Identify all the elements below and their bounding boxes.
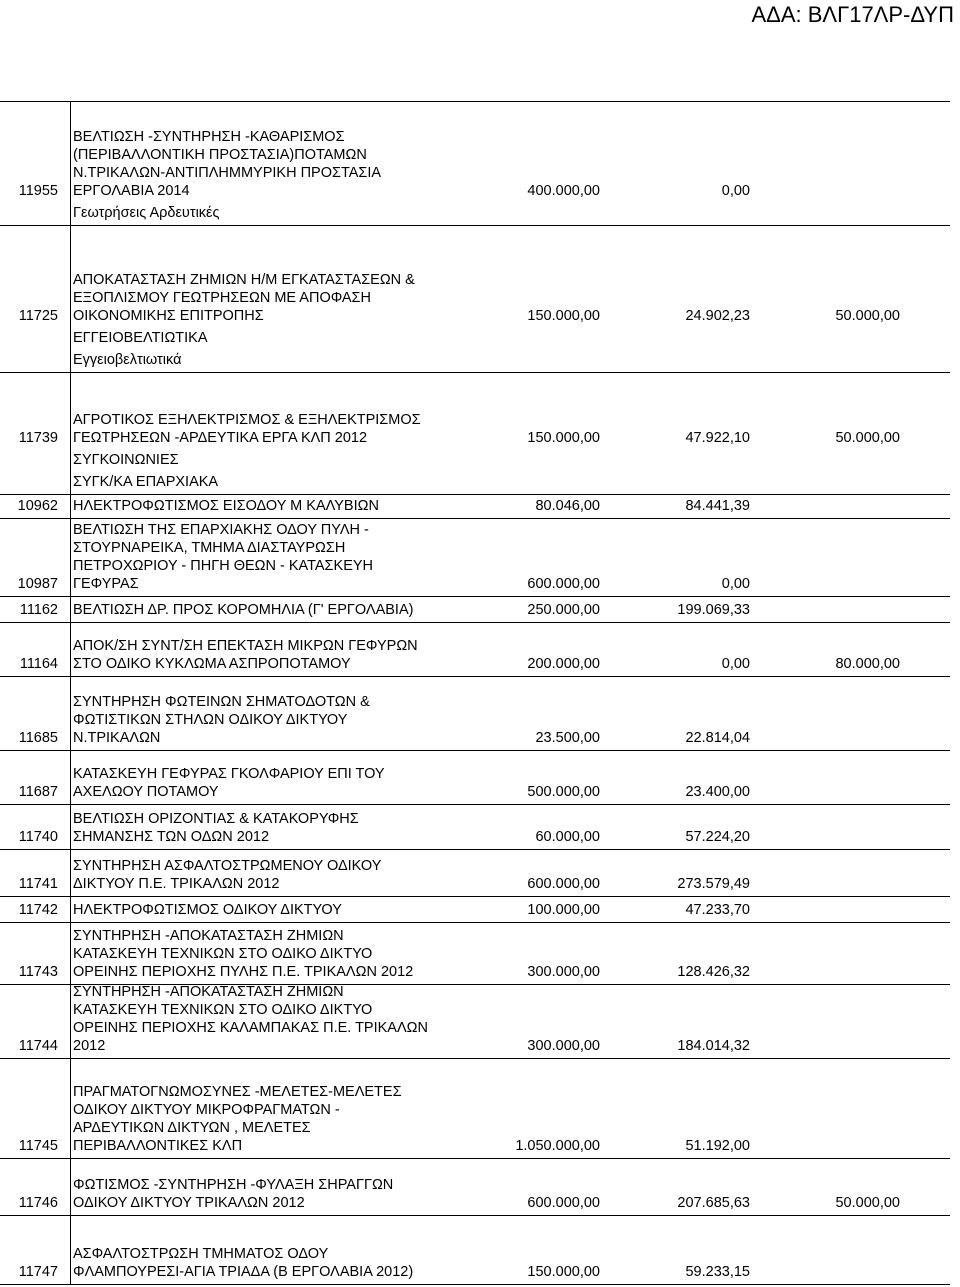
amount-budget: 600.000,00 — [527, 876, 600, 892]
row-code: 11725 — [18, 308, 58, 324]
amount-new: 50.000,00 — [835, 308, 900, 324]
row-code: 11744 — [18, 1038, 58, 1054]
ada-header: ΑΔΑ: ΒΛΓ17ΛΡ-ΔΥΠ — [751, 2, 954, 27]
row-description: ΣΥΝΤΗΡΗΣΗ ΑΣΦΑΛΤΟΣΤΡΩΜΕΝΟΥ ΟΔΙΚΟΥ ΔΙΚΤΥΟΥ Π.Ε. ΤΡΙΚΑΛΩΝ 2012 — [73, 858, 382, 892]
column-divider — [70, 101, 71, 1285]
amount-budget: 250.000,00 — [527, 602, 600, 618]
amount-budget: 600.000,00 — [527, 1195, 600, 1211]
amount-paid: 57.224,20 — [685, 829, 750, 845]
amount-budget: 100.000,00 — [527, 902, 600, 918]
amount-paid: 0,00 — [721, 576, 750, 592]
amount-paid: 51.192,00 — [685, 1138, 750, 1154]
amount-paid: 273.579,49 — [677, 876, 750, 892]
category-caption: ΣΥΓΚ/ΚΑ ΕΠΑΡΧΙΑΚΑ — [73, 474, 219, 490]
table-row — [0, 1159, 950, 1216]
row-description: ΗΛΕΚΤΡΟΦΩΤΙΣΜΟΣ ΟΔΙΚΟΥ ΔΙΚΤΥΟΥ — [73, 902, 342, 918]
row-code: 11741 — [18, 876, 58, 892]
row-description: ΣΥΝΤΗΡΗΣΗ ΦΩΤΕΙΝΩΝ ΣΗΜΑΤΟΔΟΤΩΝ & ΦΩΤΙΣΤΙΚΩΝ ΣΤΗΛΩΝ ΟΔΙΚΟΥ ΔΙΚΤΥΟΥ Ν.ΤΡΙΚΑΛΩΝ — [73, 694, 370, 746]
row-description: ΦΩΤΙΣΜΟΣ -ΣΥΝΤΗΡΗΣΗ -ΦΥΛΑΞΗ ΣΗΡΑΓΓΩΝ ΟΔΙΚΟΥ ΔΙΚΤΥΟΥ ΤΡΙΚΑΛΩΝ 2012 — [73, 1177, 394, 1211]
amount-new: 50.000,00 — [835, 1195, 900, 1211]
row-code: 11162 — [19, 602, 58, 618]
amount-paid: 47.922,10 — [685, 430, 750, 446]
row-description: ΑΠΟΚΑΤΑΣΤΑΣΗ ΖΗΜΙΩΝ Η/Μ ΕΓΚΑΤΑΣΤΑΣΕΩΝ & ΕΞΟΠΛΙΣΜΟΥ ΓΕΩΤΡΗΣΕΩΝ ΜΕ ΑΠΟΦΑΣΗ ΟΙΚΟΝΟΜΙΚΗΣ ΕΠΙΤΡΟΠΗΣ — [73, 272, 415, 324]
row-code: 11740 — [18, 829, 58, 845]
table-row — [0, 677, 950, 751]
row-code: 11739 — [18, 430, 58, 446]
amount-paid: 22.814,04 — [685, 730, 750, 746]
row-code: 11747 — [18, 1264, 58, 1280]
category-caption: ΕΓΓΕΙΟΒΕΛΤΙΩΤΙΚΑ — [73, 330, 208, 346]
row-code: 10987 — [17, 576, 58, 592]
table-row — [0, 495, 950, 519]
amount-paid: 24.902,23 — [685, 308, 750, 324]
amount-paid: 59.233,15 — [685, 1264, 750, 1280]
row-description: ΠΡΑΓΜΑΤΟΓΝΩΜΟΣΥΝΕΣ -ΜΕΛΕΤΕΣ-ΜΕΛΕΤΕΣ ΟΔΙΚΟΥ ΔΙΚΤΥΟΥ ΜΙΚΡΟΦΡΑΓΜΑΤΩΝ - ΑΡΔΕΥΤΙΚΩΝ ΔΙΚΤΥΩΝ , ΜΕΛΕΤΕΣ ΠΕΡΙΒΑΛΛΟΝΤΙΚΕΣ ΚΛΠ — [73, 1084, 402, 1154]
amount-paid: 84.441,39 — [685, 498, 750, 514]
amount-budget: 1.050.000,00 — [515, 1138, 600, 1154]
category-caption: Εγγειοβελτιωτικά — [73, 352, 182, 368]
table-row — [0, 101, 950, 226]
amount-paid: 128.426,32 — [677, 964, 750, 980]
table-row — [0, 751, 950, 805]
row-description: ΒΕΛΤΙΩΣΗ ΤΗΣ ΕΠΑΡΧΙΑΚΗΣ ΟΔΟΥ ΠΥΛΗ - ΣΤΟΥΡΝΑΡΕΙΚΑ, ΤΜΗΜΑ ΔΙΑΣΤΑΥΡΩΣΗ ΠΕΤΡΟΧΩΡΙΟΥ - ΠΗΓΗ ΘΕΩΝ - ΚΑΤΑΣΚΕΥΗ ΓΕΦΥΡΑΣ — [73, 522, 374, 592]
table-row — [0, 805, 950, 850]
amount-new: 50.000,00 — [835, 430, 900, 446]
table-row — [0, 897, 950, 923]
category-caption: Γεωτρήσεις Αρδευτικές — [73, 205, 220, 221]
row-description: ΑΠΟΚ/ΣΗ ΣΥΝΤ/ΣΗ ΕΠΕΚΤΑΣΗ ΜΙΚΡΩΝ ΓΕΦΥΡΩΝ ΣΤΟ ΟΔΙΚΟ ΚΥΚΛΩΜΑ ΑΣΠΡΟΠΟΤΑΜΟΥ — [73, 638, 418, 672]
row-description: ΒΕΛΤΙΩΣΗ -ΣΥΝΤΗΡΗΣΗ -ΚΑΘΑΡΙΣΜΟΣ (ΠΕΡΙΒΑΛΛΟΝΤΙΚΗ ΠΡΟΣΤΑΣΙΑ)ΠΟΤΑΜΩΝ Ν.ΤΡΙΚΑΛΩΝ-ΑΝΤΙΠΛΗΜΜΥΡΙΚΗ ΠΡΟΣΤΑΣΙΑ ΕΡΓΟΛΑΒΙΑ 2014 — [73, 129, 382, 199]
row-code: 11745 — [18, 1138, 58, 1154]
table-row — [0, 1216, 950, 1285]
category-caption: ΣΥΓΚΟΙΝΩΝΙΕΣ — [73, 452, 179, 468]
row-description: ΣΥΝΤΗΡΗΣΗ -ΑΠΟΚΑΤΑΣΤΑΣΗ ΖΗΜΙΩΝ ΚΑΤΑΣΚΕΥΗ ΤΕΧΝΙΚΩΝ ΣΤΟ ΟΔΙΚΟ ΔΙΚΤΥΟ ΟΡΕΙΝΗΣ ΠΕΡΙΟΧΗΣ ΚΑΛΑΜΠΑΚΑΣ Π.Ε. ΤΡΙΚΑΛΩΝ 2012 — [73, 984, 428, 1054]
amount-budget: 300.000,00 — [527, 964, 600, 980]
row-code: 11955 — [18, 183, 58, 199]
amount-budget: 23.500,00 — [535, 730, 600, 746]
amount-budget: 60.000,00 — [535, 829, 600, 845]
amount-budget: 200.000,00 — [527, 656, 600, 672]
amount-budget: 150.000,00 — [527, 308, 600, 324]
row-code: 11743 — [18, 964, 58, 980]
amount-paid: 184.014,32 — [677, 1038, 750, 1054]
amount-paid: 0,00 — [721, 183, 750, 199]
amount-paid: 0,00 — [721, 656, 750, 672]
row-description: ΒΕΛΤΙΩΣΗ ΔΡ. ΠΡΟΣ ΚΟΡΟΜΗΛΙΑ (Γ' ΕΡΓΟΛΑΒΙΑ) — [73, 602, 414, 618]
amount-budget: 80.046,00 — [535, 498, 600, 514]
row-description: ΣΥΝΤΗΡΗΣΗ -ΑΠΟΚΑΤΑΣΤΑΣΗ ΖΗΜΙΩΝ ΚΑΤΑΣΚΕΥΗ ΤΕΧΝΙΚΩΝ ΣΤΟ ΟΔΙΚΟ ΔΙΚΤΥΟ ΟΡΕΙΝΗΣ ΠΕΡΙΟΧΗΣ ΠΥΛΗΣ Π.Ε. ΤΡΙΚΑΛΩΝ 2012 — [73, 928, 414, 980]
table-row — [0, 623, 950, 677]
row-description: ΒΕΛΤΙΩΣΗ ΟΡΙΖΟΝΤΙΑΣ & ΚΑΤΑΚΟΡΥΦΗΣ ΣΗΜΑΝΣΗΣ ΤΩΝ ΟΔΩΝ 2012 — [73, 811, 359, 845]
table-row — [0, 597, 950, 623]
row-code: 11164 — [19, 656, 58, 672]
row-code: 11746 — [18, 1195, 58, 1211]
row-code: 10962 — [17, 498, 58, 514]
row-description: ΚΑΤΑΣΚΕΥΗ ΓΕΦΥΡΑΣ ΓΚΟΛΦΑΡΙΟΥ ΕΠΙ ΤΟΥ ΑΧΕΛΩΟΥ ΠΟΤΑΜΟΥ — [73, 766, 385, 800]
amount-paid: 23.400,00 — [685, 784, 750, 800]
table-row — [0, 1059, 950, 1159]
row-description: ΗΛΕΚΤΡΟΦΩΤΙΣΜΟΣ ΕΙΣΟΔΟΥ Μ ΚΑΛΥΒΙΩΝ — [73, 498, 379, 514]
amount-budget: 500.000,00 — [527, 784, 600, 800]
amount-budget: 300.000,00 — [527, 1038, 600, 1054]
table-row — [0, 985, 950, 1059]
table-row — [0, 850, 950, 897]
amount-paid: 47.233,70 — [685, 902, 750, 918]
amount-budget: 600.000,00 — [527, 576, 600, 592]
amount-new: 80.000,00 — [835, 656, 900, 672]
table-row — [0, 923, 950, 985]
row-description: ΑΣΦΑΛΤΟΣΤΡΩΣΗ ΤΜΗΜΑΤΟΣ ΟΔΟΥ ΦΛΑΜΠΟΥΡΕΣΙ-ΑΓΙΑ ΤΡΙΑΔΑ (Β ΕΡΓΟΛΑΒΙΑ 2012) — [73, 1246, 414, 1280]
table-row — [0, 519, 950, 597]
table-row — [0, 373, 950, 495]
amount-paid: 199.069,33 — [677, 602, 750, 618]
row-code: 11742 — [18, 902, 58, 918]
amount-paid: 207.685,63 — [677, 1195, 750, 1211]
row-description: ΑΓΡΟΤΙΚΟΣ ΕΞΗΛΕΚΤΡΙΣΜΟΣ & ΕΞΗΛΕΚΤΡΙΣΜΟΣ ΓΕΩΤΡΗΣΕΩΝ -ΑΡΔΕΥΤΙΚΑ ΕΡΓΑ ΚΛΠ 2012 — [73, 412, 421, 446]
amount-budget: 150.000,00 — [527, 1264, 600, 1280]
row-code: 11687 — [18, 784, 58, 800]
amount-budget: 150.000,00 — [527, 430, 600, 446]
amount-budget: 400.000,00 — [527, 183, 600, 199]
row-code: 11685 — [18, 730, 58, 746]
table-row — [0, 225, 950, 373]
